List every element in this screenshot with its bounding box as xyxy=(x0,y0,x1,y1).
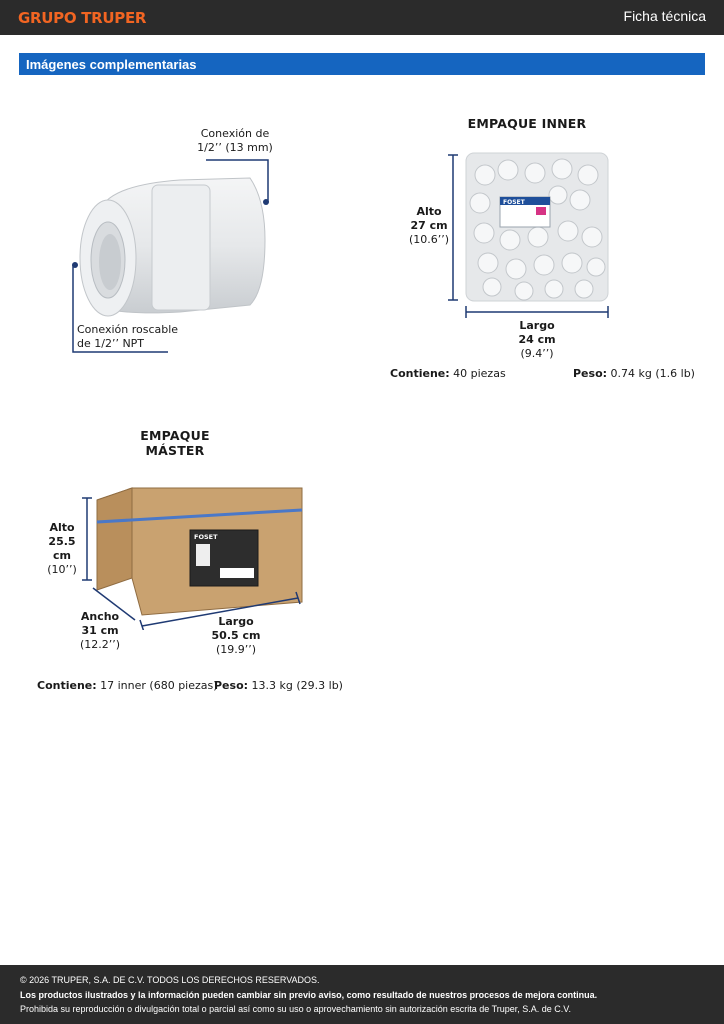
inner-height-label xyxy=(408,205,450,247)
top-connection-label xyxy=(196,127,274,155)
master-length-cm: 50.5 cm xyxy=(211,629,261,642)
inner-length-title: Largo xyxy=(519,319,555,332)
footer-notice: Los productos ilustrados y la información pueden cambiar sin previo aviso, como resultado de nuestros procesos de mejora continua. xyxy=(20,990,598,1000)
footer xyxy=(0,965,724,1024)
master-width-title: Ancho xyxy=(80,610,120,623)
master-height-label xyxy=(40,521,84,577)
master-length-title: Largo xyxy=(218,615,254,628)
inner-length-label xyxy=(510,319,564,361)
master-height-in: (10’’) xyxy=(47,563,77,576)
thread-inner xyxy=(99,234,121,290)
inner-height-title: Alto xyxy=(416,205,442,218)
box-brand: FOSET xyxy=(194,533,218,541)
master-contents xyxy=(37,679,218,693)
master-width-in: (12.2’’) xyxy=(80,638,121,651)
inner-length-cm: 24 cm xyxy=(518,333,556,346)
inner-contents xyxy=(390,367,506,381)
master-contents-value: 17 inner (680 piezas) xyxy=(96,679,218,692)
document-type: Ficha técnica xyxy=(623,8,706,24)
coupling-hex xyxy=(152,185,210,310)
inner-height-cm: 27 cm xyxy=(410,219,448,232)
master-height-title: Alto xyxy=(49,521,75,534)
top-bar xyxy=(0,0,724,35)
inner-height-in: (10.6’’) xyxy=(408,233,450,246)
master-length-label xyxy=(210,615,262,657)
box-side xyxy=(97,488,132,590)
top-connection-size: 1/2’’ xyxy=(197,141,222,154)
master-height-cm: 25.5 cm xyxy=(48,535,76,562)
brand-logo: GRUPO TRUPER xyxy=(18,9,147,27)
bag-brand: FOSET xyxy=(503,199,525,206)
footer-copyright: © 2026 TRUPER, S.A. DE C.V. TODOS LOS DERECHOS RESERVADOS. xyxy=(20,975,320,985)
section-title: Imágenes complementarias xyxy=(26,57,197,72)
master-weight-label: Peso: xyxy=(214,679,249,692)
master-width-cm: 31 cm xyxy=(81,624,119,637)
inner-weight-label: Peso: xyxy=(573,367,608,380)
master-weight-value: 13.3 kg (29.3 lb) xyxy=(248,679,343,692)
section-header xyxy=(19,53,705,75)
bottom-connection-dot xyxy=(72,262,78,268)
top-connection-dot xyxy=(263,199,269,205)
bottom-connection-label xyxy=(77,323,187,351)
inner-contents-label: Contiene: xyxy=(390,367,450,380)
master-length-in: (19.9’’) xyxy=(215,643,257,656)
master-weight xyxy=(214,679,343,693)
inner-weight xyxy=(573,367,695,381)
master-contents-label: Contiene: xyxy=(37,679,97,692)
inner-package-image xyxy=(440,145,620,320)
inner-weight-value: 0.74 kg (1.6 lb) xyxy=(607,367,695,380)
master-package-image xyxy=(80,480,310,630)
bottom-connection-line2: de 1/2’’ NPT xyxy=(77,337,145,350)
bottom-connection-line1: Conexión roscable xyxy=(77,323,179,336)
inner-contents-value: 40 piezas xyxy=(449,367,506,380)
inner-length-in: (9.4’’) xyxy=(520,347,554,360)
top-connection-line1: Conexión de xyxy=(200,127,270,140)
master-package-title: EMPAQUE MÁSTER xyxy=(140,428,210,458)
box-barcode xyxy=(220,568,254,578)
top-connection-mm: (13 mm) xyxy=(221,141,273,154)
inner-package-title: EMPAQUE INNER xyxy=(467,116,587,131)
footer-prohibition: Prohibida su reproducción o divulgación total o parcial así como su uso o aprovechamiento sin autorización escrita de Truper, S.A. de C.V. xyxy=(20,1004,571,1014)
master-width-label xyxy=(80,610,120,652)
